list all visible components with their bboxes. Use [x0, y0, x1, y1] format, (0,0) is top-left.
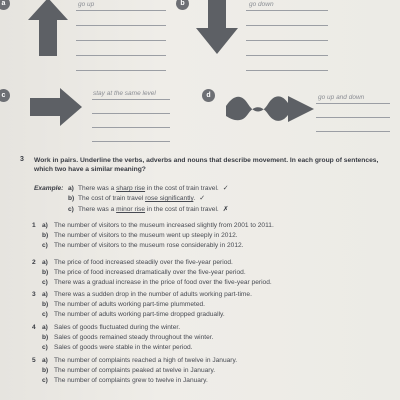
example-item-letter: c)	[68, 206, 74, 213]
writing-line	[246, 25, 328, 26]
group-sentence: Sales of goods fluctuated during the winter.	[54, 324, 181, 331]
hint-go-down: go down	[249, 1, 274, 8]
group-item-letter: b)	[42, 367, 49, 374]
group-number: 4	[32, 324, 36, 331]
writing-line	[76, 40, 166, 41]
group-item-letter: a)	[42, 357, 48, 364]
cross-icon: ✗	[222, 206, 229, 213]
tick-icon: ✓	[222, 185, 229, 192]
up-arrow-icon	[28, 0, 68, 56]
group-item-letter: a)	[42, 222, 48, 229]
writing-line	[246, 55, 328, 56]
group-item-letter: a)	[42, 259, 48, 266]
example-item-letter: a)	[68, 185, 74, 192]
down-arrow-icon	[196, 0, 238, 54]
group-sentence: Sales of goods were stable in the winter period.	[54, 344, 193, 351]
example-sentence	[78, 206, 229, 214]
group-sentence: There was a sudden drop in the number of adults working part-time.	[54, 291, 252, 298]
example-label: Example:	[34, 185, 64, 192]
badge-d: d	[202, 89, 215, 102]
group-item-letter: b)	[42, 334, 49, 341]
writing-line	[246, 40, 328, 41]
group-item-letter: c)	[42, 279, 48, 286]
group-sentence: The number of visitors to the museum increased slightly from 2001 to 2011.	[54, 222, 274, 229]
badge-b: b	[176, 0, 189, 10]
example-item-letter: b)	[68, 195, 75, 202]
group-sentence: The number of adults working part-time dropped gradually.	[54, 311, 225, 318]
group-item-letter: c)	[42, 311, 48, 318]
writing-line	[76, 25, 166, 26]
right-arrow-icon	[30, 88, 82, 126]
group-number: 2	[32, 259, 36, 266]
group-item-letter: a)	[42, 291, 48, 298]
badge-a: a	[0, 0, 10, 10]
group-number: 1	[32, 222, 36, 229]
writing-line	[92, 99, 170, 100]
writing-line	[246, 70, 328, 71]
group-item-letter: b)	[42, 301, 49, 308]
group-item-letter: c)	[42, 242, 48, 249]
hint-go-up: go up	[78, 1, 95, 8]
writing-line	[316, 117, 390, 118]
group-item-letter: b)	[42, 269, 49, 276]
tick-icon: ✓	[199, 195, 206, 202]
group-sentence: There was a gradual increase in the price of food over the five-year period.	[54, 279, 272, 286]
group-item-letter: c)	[42, 344, 48, 351]
sentence-text: There was a	[78, 185, 117, 192]
exercise-number: 3	[20, 156, 24, 163]
group-sentence: The number of visitors to the museum went up steeply in 2012.	[54, 232, 238, 239]
example-sentence	[78, 195, 205, 203]
group-number: 5	[32, 357, 36, 364]
sentence-text: The cost of train travel	[78, 195, 146, 202]
writing-line	[92, 113, 170, 114]
group-sentence: The number of complaints reached a high of twelve in January.	[54, 357, 238, 364]
sentence-text: There was a	[78, 206, 117, 213]
group-sentence: The number of complaints grew to twelve in January.	[54, 377, 208, 384]
writing-line	[316, 103, 390, 104]
hint-stay-same-level: stay at the same level	[93, 90, 156, 97]
sentence-text: .	[193, 195, 196, 202]
group-item-letter: b)	[42, 232, 49, 239]
writing-line	[92, 127, 170, 128]
sentence-text: in the cost of train travel.	[145, 185, 219, 192]
group-sentence: The price of food increased steadily over the five-year period.	[54, 259, 233, 266]
underlined-phrase: minor rise	[116, 206, 146, 213]
writing-line	[76, 10, 166, 11]
group-sentence: The price of food increased dramatically over the five-year period.	[54, 269, 246, 276]
group-sentence: The number of adults working part-time plummeted.	[54, 301, 205, 308]
sentence-text: in the cost of train travel.	[145, 206, 219, 213]
wavy-arrow-icon	[224, 90, 316, 128]
underlined-phrase: sharp rise	[116, 185, 146, 192]
underlined-phrase: rose significantly	[145, 195, 194, 202]
writing-line	[246, 10, 328, 11]
example-sentence	[78, 185, 229, 193]
group-item-letter: c)	[42, 377, 48, 384]
exercise-instruction: Work in pairs. Underline the verbs, adverbs and nouns that describe movement. In each group of sentences, which two have a similar meaning?	[34, 157, 379, 173]
group-sentence: The number of complaints peaked at twelve in January.	[54, 367, 216, 374]
writing-line	[76, 55, 166, 56]
writing-line	[316, 131, 390, 132]
badge-c: c	[0, 89, 10, 102]
group-sentence: Sales of goods remained steady throughout the winter.	[54, 334, 214, 341]
group-number: 3	[32, 291, 36, 298]
group-item-letter: a)	[42, 324, 48, 331]
hint-go-up-and-down: go up and down	[318, 94, 365, 101]
group-sentence: The number of visitors to the museum rose considerably in 2012.	[54, 242, 244, 249]
writing-line	[92, 141, 170, 142]
writing-line	[76, 70, 166, 71]
